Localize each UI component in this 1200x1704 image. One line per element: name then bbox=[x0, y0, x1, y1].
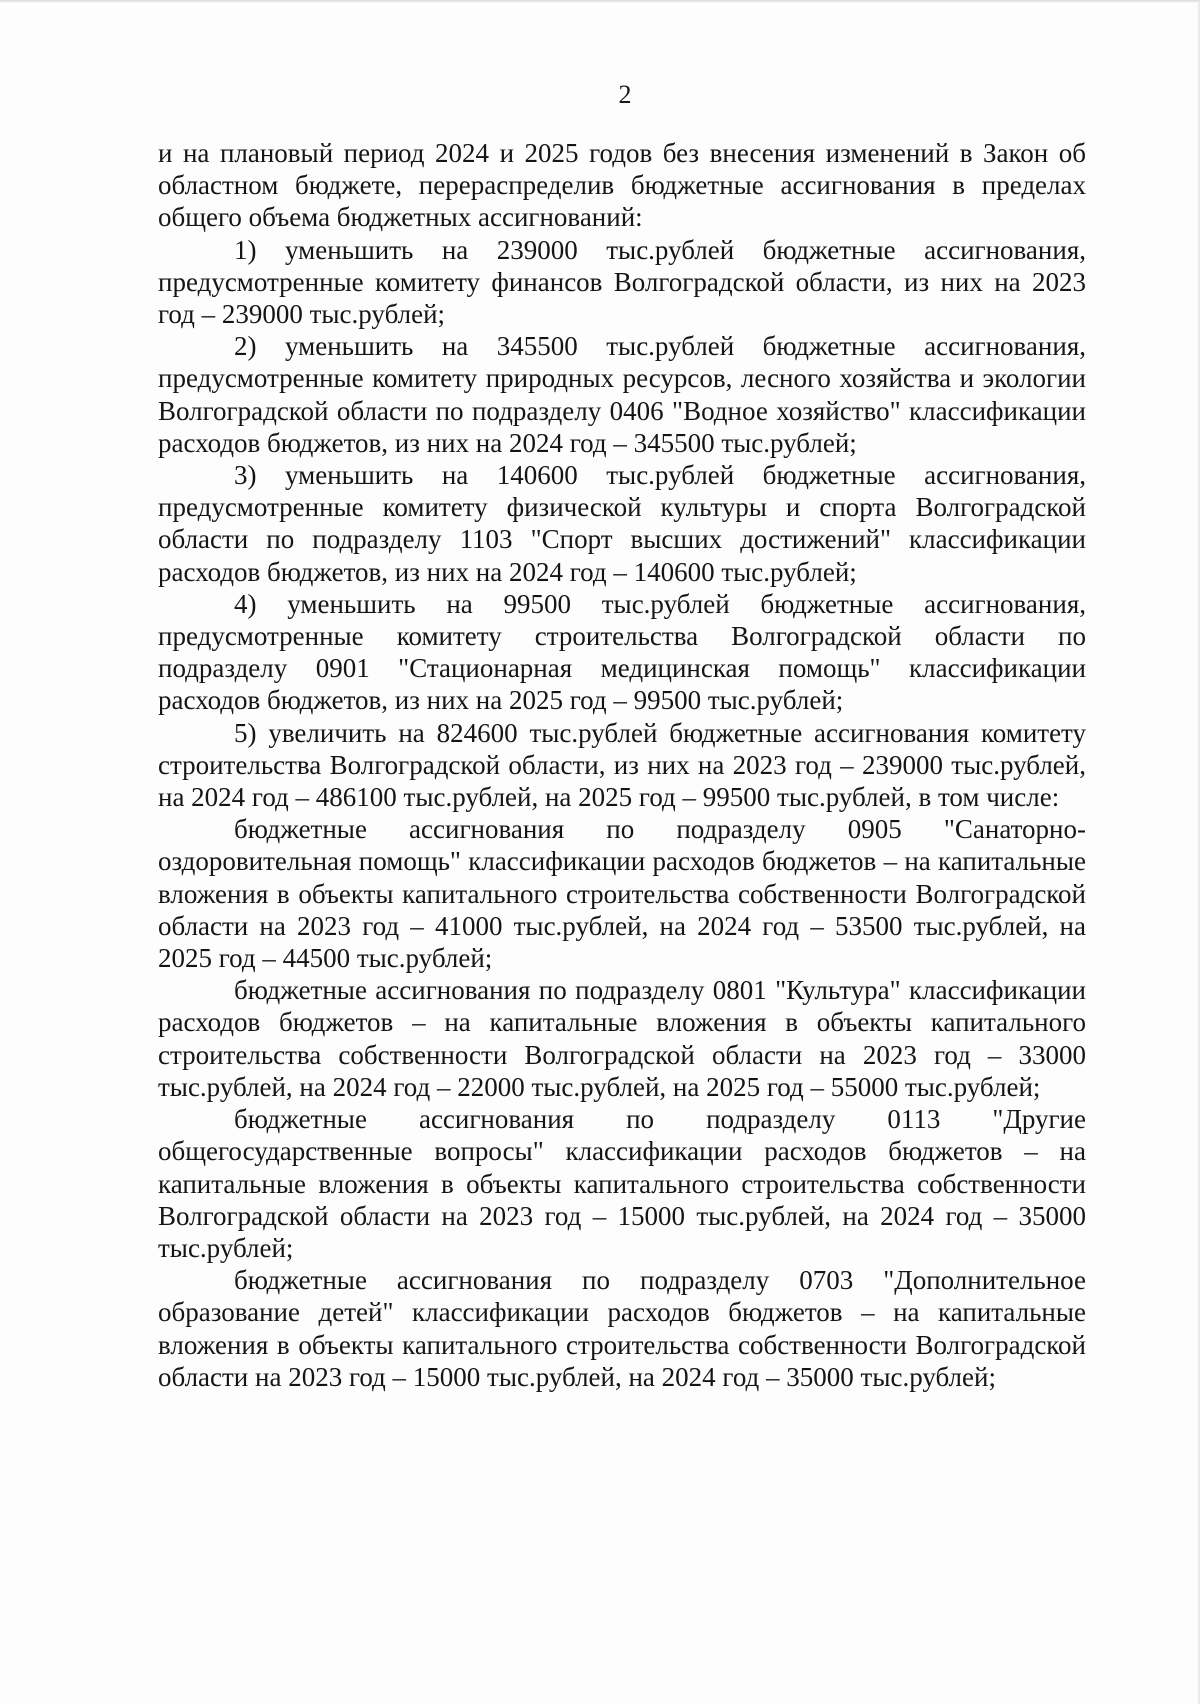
paragraph-subitem-0113: бюджетные ассигнования по подразделу 0113 "Другие общегосударственные вопросы" классификации расходов бюджетов – на капитальные вложения в объекты капитального строительства собственности Волгоградской области на 2023 год – 15000 тыс.рублей, на 2024 год – 35000 тыс.рублей; bbox=[158, 1104, 1086, 1263]
paragraph-item-2: 2) уменьшить на 345500 тыс.рублей бюджетные ассигнования, предусмотренные комитету природных ресурсов, лесного хозяйства и экологии Волгоградской области по подразделу 0406 "Водное хозяйство" классификации расходов бюджетов, из них на 2024 год – 345500 тыс.рублей; bbox=[158, 331, 1086, 458]
paragraph-intro: и на плановый период 2024 и 2025 годов без внесения изменений в Закон об областном бюджете, перераспределив бюджетные ассигнования в пределах общего объема бюджетных ассигнований: bbox=[158, 138, 1086, 233]
paragraph-item-3: 3) уменьшить на 140600 тыс.рублей бюджетные ассигнования, предусмотренные комитету физической культуры и спорта Волгоградской области по подразделу 1103 "Спорт высших достижений" классификации расходов бюджетов, из них на 2024 год – 140600 тыс.рублей; bbox=[158, 460, 1086, 587]
paragraph-subitem-0801: бюджетные ассигнования по подразделу 0801 "Культура" классификации расходов бюджетов – на капитальные вложения в объекты капитального строительства собственности Волгоградской области на 2023 год – 33000 тыс.рублей, на 2024 год – 22000 тыс.рублей, на 2025 год – 55000 тыс.рублей; bbox=[158, 975, 1086, 1102]
scan-edge-top bbox=[0, 0, 1200, 3]
paragraph-item-4: 4) уменьшить на 99500 тыс.рублей бюджетные ассигнования, предусмотренные комитету строительства Волгоградской области по подразделу 0901 "Стационарная медицинская помощь" классификации расходов бюджетов, из них на 2025 год – 99500 тыс.рублей; bbox=[158, 588, 1086, 716]
paragraph-subitem-0703: бюджетные ассигнования по подразделу 0703 "Дополнительное образование детей" классификации расходов бюджетов – на капитальные вложения в объекты капитального строительства собственности Волгоградской области на 2023 год – 15000 тыс.рублей, на 2024 год – 35000 тыс.рублей; bbox=[158, 1265, 1086, 1392]
page-number: 2 bbox=[618, 80, 632, 109]
paragraph-subitem-0905: бюджетные ассигнования по подразделу 0905 "Санаторно-оздоровительная помощь" классификации расходов бюджетов – на капитальные вложения в объекты капитального строительства собственности Волгоградской области на 2023 год – 41000 тыс.рублей, на 2024 год – 53500 тыс.рублей, на 2025 год – 44500 тыс.рублей; bbox=[158, 814, 1086, 974]
paragraph-item-5: 5) увеличить на 824600 тыс.рублей бюджетные ассигнования комитету строительства Волгоградской области, из них на 2023 год – 239000 тыс.рублей, на 2024 год – 486100 тыс.рублей, на 2025 год – 99500 тыс.рублей, в том числе: bbox=[158, 717, 1086, 813]
paragraph-item-1: 1) уменьшить на 239000 тыс.рублей бюджетные ассигнования, предусмотренные комитету финансов Волгоградской области, из них на 2023 год – 239000 тыс.рублей; bbox=[158, 234, 1086, 330]
document-body bbox=[158, 137, 1086, 1393]
